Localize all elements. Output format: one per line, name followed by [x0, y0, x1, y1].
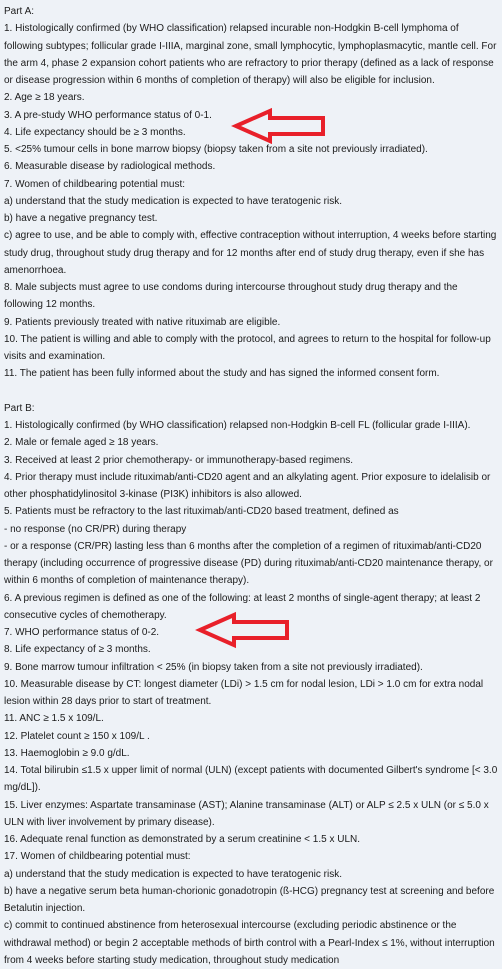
part-b-item-15: 15. Liver enzymes: Aspartate transaminase (AST); Alanine transaminase (ALT) or ALP ≤ 2.5 x ULN (or ≤ 5.0 x ULN with liver involvement by primary disease). — [4, 799, 489, 828]
part-b-item-13: 13. Haemoglobin ≥ 9.0 g/dL. — [4, 747, 130, 759]
part-b-item-17b: b) have a negative serum beta human-chorionic gonadotropin (ß-HCG) pregnancy test at screening and before Betalutin injection. — [4, 885, 495, 914]
part-a-item-3: 3. A pre-study WHO performance status of 0-1. — [4, 109, 212, 121]
part-b-item-3: 3. Received at least 2 prior chemotherapy- or immunotherapy-based regimens. — [4, 454, 354, 466]
part-b-item-2: 2. Male or female aged ≥ 18 years. — [4, 437, 159, 449]
part-b-item-8: 8. Life expectancy of ≥ 3 months. — [4, 644, 151, 656]
part-b-item-17a: a) understand that the study medication is expected to have teratogenic risk. — [4, 868, 342, 880]
part-a-item-9: 9. Patients previously treated with native rituximab are eligible. — [4, 316, 281, 328]
part-b-item-5: 5. Patients must be refractory to the last rituximab/anti-CD20 based treatment, defined as — [4, 506, 399, 518]
part-b-item-11: 11. ANC ≥ 1.5 x 109/L. — [4, 713, 104, 725]
left-arrow-icon — [232, 108, 328, 144]
part-a-item-7a: a) understand that the study medication is expected to have teratogenic risk. — [4, 195, 342, 207]
left-arrow-icon — [196, 612, 292, 648]
part-b-item-5b: - or a response (CR/PR) lasting less than 6 months after the completion of a regimen of rituximab/anti-CD20 therapy (including occurrence of progressive disease (PD) during rituximab/anti-CD20 maintenance therapy, or within 6 months of completion of maintenance therapy). — [4, 540, 493, 587]
part-b-item-7: 7. WHO performance status of 0-2. — [4, 627, 160, 638]
part-b-item-1: 1. Histologically confirmed (by WHO classification) relapsed non-Hodgkin B-cell FL (follicular grade I-IIIA). — [4, 420, 471, 431]
part-a-item-8: 8. Male subjects must agree to use condoms during intercourse throughout study drug therapy and the following 12 months. — [4, 282, 458, 311]
section-gap — [4, 383, 498, 400]
part-a-item-7c: c) agree to use, and be able to comply with, effective contraception without interruption, 4 weeks before starting study drug, throughout study drug therapy and for 12 months after end of study drug therapy, even if she has amenorrhoea. — [4, 230, 497, 276]
part-a-item-4: 4. Life expectancy should be ≥ 3 months. — [4, 126, 186, 138]
part-a-item-6: 6. Measurable disease by radiological methods. — [4, 161, 216, 173]
part-b-item-17c: c) commit to continued abstinence from heterosexual intercourse (excluding periodic abstinence or the withdrawal method) or begin 2 acceptable methods of birth control with a Pearl-Index ≤ 1%, without interruption from 4 weeks before starting study medication, throughout study medication — [4, 920, 495, 966]
part-b-item-12: 12. Platelet count ≥ 150 x 109/L . — [4, 730, 150, 742]
part-b-section — [4, 400, 498, 969]
part-b-item-6: 6. A previous regimen is defined as one of the following: at least 2 months of single-agent therapy; at least 2 consecutive cycles of chemotherapy. — [4, 592, 481, 621]
part-a-item-2: 2. Age ≥ 18 years. — [4, 92, 85, 104]
part-b-item-4: 4. Prior therapy must include rituximab/anti-CD20 agent and an alkylating agent. Prior exposure to idelalisib or other phosphatidylinositol 3-kinase (PI3K) inhibitors is also allowed. — [4, 471, 491, 500]
part-a-item-1: 1. Histologically confirmed (by WHO classification) relapsed incurable non-Hodgkin B-cell lymphoma of following subtypes; follicular grade I-IIIA, marginal zone, small lymphocytic, lymphoplasmacytic, mantle cell. For the arm 4, phase 2 expansion cohort patients who are refractory to prior therapy (defined as a lack of response or disease progression within 6 months of completion of therapy) will also be eligible for inclusion. — [4, 23, 497, 86]
part-b-item-9: 9. Bone marrow tumour infiltration < 25% (in biopsy taken from a site not previously irradiated). — [4, 661, 423, 673]
part-a-section — [4, 3, 498, 383]
part-a-item-11: 11. The patient has been fully informed about the study and has signed the informed consent form. — [4, 368, 440, 380]
part-b-item-10: 10. Measurable disease by CT: longest diameter (LDi) > 1.5 cm for nodal lesion, LDi > 1.0 cm for extra nodal lesion within 28 days prior to start of treatment. — [4, 678, 484, 707]
part-b-item-17: 17. Women of childbearing potential must: — [4, 851, 191, 863]
part-a-item-10: 10. The patient is willing and able to comply with the protocol, and agrees to return to the hospital for follow-up visits and examination. — [4, 333, 491, 362]
part-a-item-7b: b) have a negative pregnancy test. — [4, 213, 158, 224]
part-b-item-16: 16. Adequate renal function as demonstrated by a serum creatinine < 1.5 x ULN. — [4, 834, 361, 845]
part-a-heading: Part A: — [4, 6, 35, 17]
part-a-item-5: 5. <25% tumour cells in bone marrow biopsy (biopsy taken from a site not previously irradiated). — [4, 144, 428, 155]
part-b-item-14: 14. Total bilirubin ≤1.5 x upper limit of normal (ULN) (except patients with documented Gilbert's syndrome [< 3.0 mg/dL]). — [4, 765, 498, 794]
part-a-item-7: 7. Women of childbearing potential must: — [4, 178, 186, 190]
part-b-item-5a: - no response (no CR/PR) during therapy — [4, 523, 187, 535]
part-b-heading: Part B: — [4, 402, 35, 414]
